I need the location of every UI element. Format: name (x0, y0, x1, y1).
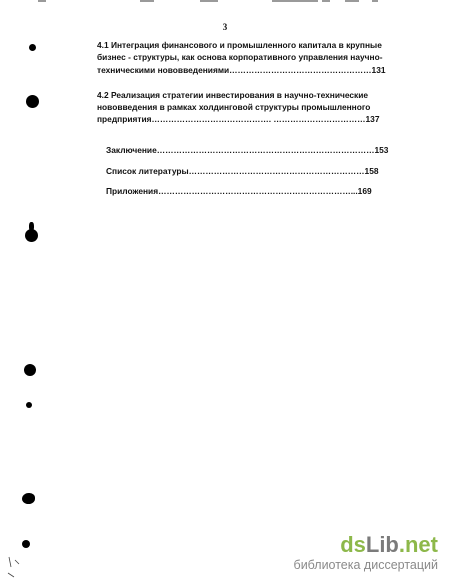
punch-hole-mark-6 (22, 493, 35, 504)
scan-corner-marks (5, 555, 45, 580)
toc-entry-4-1 (97, 39, 415, 76)
toc-entry-conclusion: Заключение……………………………………………………………………153 (106, 145, 389, 155)
toc-entry-references: Список литературы………………………………………………………158 (106, 166, 379, 176)
toc-entry-4-2-text-3: предприятия……………………………………. ……………………………137 (97, 114, 380, 125)
toc-entry-4-2-line-3 (97, 113, 415, 125)
toc-entry-4-1-line-3 (97, 64, 415, 76)
toc-entry-appendices: Приложения……………………………………………………………...169 (106, 186, 372, 196)
toc-entry-4-1-line-2 (97, 51, 415, 63)
toc-entry-4-2-line-1 (97, 89, 415, 101)
logo-lib: Lib (365, 532, 399, 557)
table-of-contents (97, 39, 415, 139)
logo-ds: ds (340, 532, 366, 557)
dslib-logo (294, 534, 438, 556)
punch-hole-mark-2 (26, 95, 39, 108)
logo-net: .net (398, 532, 438, 557)
toc-entry-4-2-text-1: 4.2 Реализация стратегии инвестирования в научно-технические (97, 89, 369, 100)
punch-hole-mark-4 (24, 364, 36, 376)
toc-entry-4-2 (97, 89, 415, 126)
dslib-watermark (294, 534, 438, 572)
watermark-caption: библиотека диссертаций (293, 558, 438, 572)
scan-edge-marks (0, 0, 450, 5)
punch-hole-mark-7 (22, 540, 30, 548)
punch-hole-mark-3b (29, 222, 34, 231)
toc-entry-4-2-text-2: нововведения в рамках холдинговой структуры промышленного (97, 102, 371, 113)
toc-entry-4-1-line-1 (97, 39, 415, 51)
toc-entry-4-1-text-3: техническими нововведениями……………………………………………131 (97, 64, 386, 75)
punch-hole-mark-1 (29, 44, 36, 51)
toc-entry-4-1-text-1: 4.1 Интеграция финансового и промышленного капитала в крупные (97, 40, 382, 50)
page-number: 3 (222, 22, 228, 32)
toc-entry-4-2-line-2 (97, 101, 415, 113)
toc-entry-4-1-text-2: бизнес - структуры, как основа корпоративного управления научно- (97, 52, 383, 63)
punch-hole-mark-5 (26, 402, 32, 408)
